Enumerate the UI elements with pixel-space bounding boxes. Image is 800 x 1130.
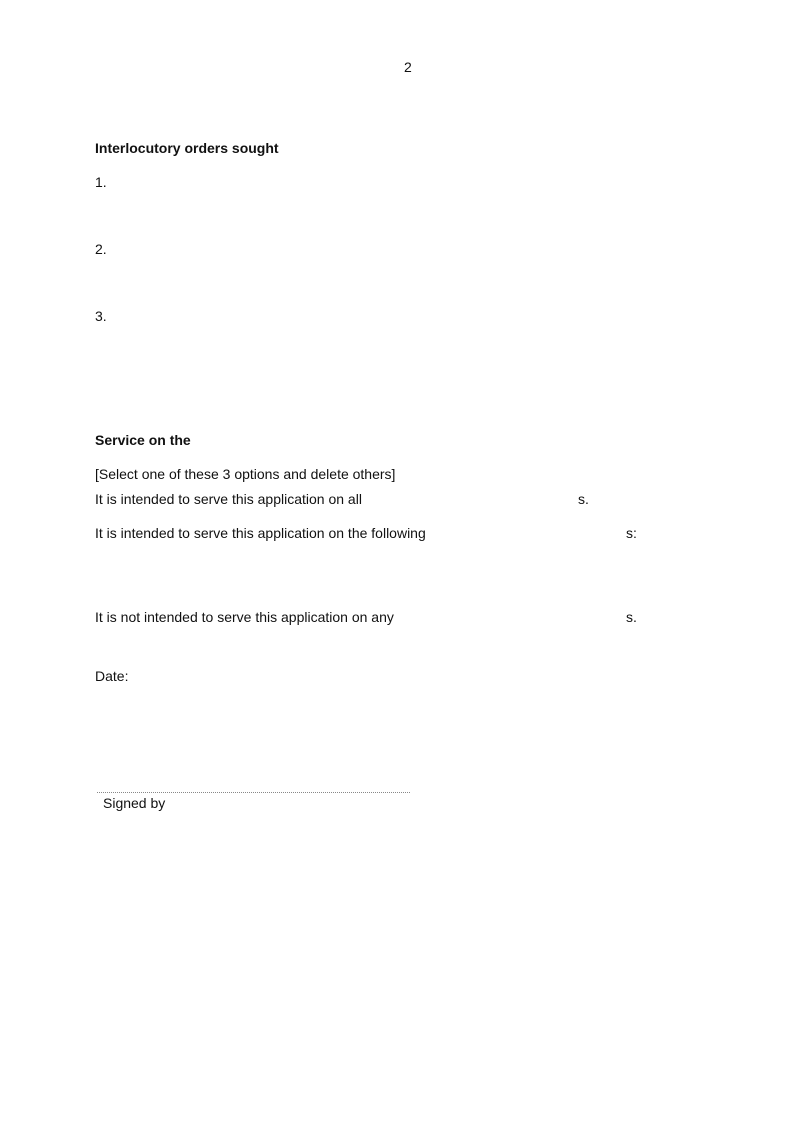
service-option-all-suffix: s. [578, 491, 589, 507]
select-instruction: [Select one of these 3 options and delete others] [95, 466, 396, 482]
service-option-following-text: It is intended to serve this application on the following [95, 525, 426, 541]
order-item-2: 2. [95, 241, 107, 257]
date-label: Date: [95, 668, 129, 684]
service-option-none-text: It is not intended to serve this application on any [95, 609, 394, 625]
service-option-none-suffix: s. [626, 609, 637, 625]
order-item-1: 1. [95, 174, 107, 190]
service-option-following-suffix: s: [626, 525, 637, 541]
signature-line [97, 792, 410, 793]
service-heading: Service on the [95, 432, 191, 448]
order-item-3: 3. [95, 308, 107, 324]
orders-heading: Interlocutory orders sought [95, 140, 279, 156]
service-option-all-text: It is intended to serve this application on all [95, 491, 362, 507]
page-number: 2 [404, 59, 412, 75]
signed-by-label: Signed by [103, 795, 166, 811]
